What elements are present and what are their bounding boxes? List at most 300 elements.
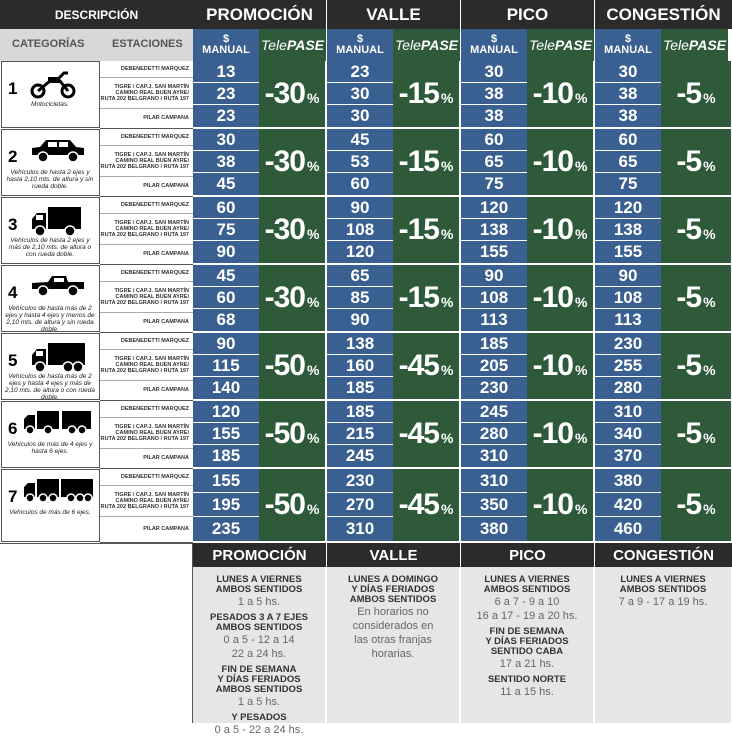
category-description: Vehículos de más de 4 ejes y hasta 6 ejes. (7, 441, 93, 455)
manual-value: 255 (595, 355, 661, 377)
manual-value: 185 (345, 378, 375, 397)
station-label: TIGRE / CAP.J. SAN MARTÍN CAMINO REAL BUEN AYRE/ RUTA 202 BELGRANO / RUTA 197 (100, 78, 193, 109)
station-label: PILAR CAMPANA (143, 387, 189, 394)
discount-value: -30 (264, 213, 305, 246)
legend-line: Y DÍAS FERIADOS (217, 674, 301, 685)
legend-line: LUNES A DOMINGO (347, 574, 439, 585)
telepase-discount (527, 197, 594, 265)
manual-value: 280 (613, 378, 643, 397)
manual-values (595, 129, 661, 197)
station-label: DEBENEDETTI MARQUEZ (100, 401, 193, 418)
manual-value: 120 (345, 242, 375, 261)
percent-sign: % (703, 226, 716, 242)
legend-line: 0 a 5 - 22 a 24 hs. (214, 724, 304, 736)
legend-line: AMBOS SENTIDOS (619, 584, 707, 595)
telepase-label-a: Tele (394, 36, 421, 53)
manual-values (327, 129, 393, 197)
manual-values (193, 265, 259, 333)
manual-value: 155 (479, 242, 509, 261)
manual-value: 65 (595, 151, 661, 173)
band-header-2: PICO (461, 0, 594, 29)
telepase-label-a: Tele (528, 36, 555, 53)
telepase-discount (393, 333, 460, 401)
manual-value: 90 (216, 242, 236, 261)
manual-value: 380 (595, 469, 661, 493)
manual-subheader (461, 29, 527, 61)
manual-value: 230 (327, 469, 393, 493)
manual-values (327, 333, 393, 401)
discount-value: -5 (676, 213, 702, 246)
estaciones-header: ESTACIONES (112, 38, 183, 50)
manual-value: 350 (461, 493, 527, 517)
station-label: PILAR CAMPANA (143, 251, 189, 258)
discount-value: -45 (398, 488, 439, 521)
legend-blank (0, 543, 193, 723)
manual-label: MANUAL (202, 44, 250, 56)
percent-sign: % (574, 226, 588, 242)
manual-values (327, 197, 393, 265)
legend-line: Y DÍAS FERIADOS (351, 584, 435, 595)
legend-line: 0 a 5 - 12 a 14 (223, 634, 295, 646)
band-header-1: VALLE (327, 0, 460, 29)
manual-value: 65 (461, 151, 527, 173)
legend-line: 1 a 5 hs. (237, 596, 281, 608)
manual-value: 113 (614, 310, 642, 329)
percent-sign: % (574, 430, 588, 446)
manual-value: 60 (350, 174, 370, 193)
pickup-icon (30, 273, 86, 302)
manual-symbol: $ (624, 33, 632, 45)
manual-value: 68 (216, 310, 236, 329)
telepase-discount (527, 61, 594, 129)
legend-line: PESADOS 3 A 7 EJES (209, 612, 309, 623)
stations-cell (100, 401, 193, 469)
telepase-label-b: PASE (420, 36, 459, 53)
manual-value: 138 (595, 219, 661, 241)
manual-value: 185 (211, 446, 241, 465)
discount-value: -10 (532, 349, 573, 382)
manual-values (461, 129, 527, 197)
manual-value: 30 (327, 83, 393, 105)
manual-value: 155 (193, 423, 259, 445)
manual-value: 23 (216, 106, 236, 125)
percent-sign: % (703, 362, 716, 378)
discount-value: -15 (398, 145, 439, 178)
percent-sign: % (306, 90, 320, 106)
manual-value: 235 (211, 519, 241, 538)
manual-value: 160 (327, 355, 393, 377)
manual-values (461, 333, 527, 401)
manual-values (193, 197, 259, 265)
discount-value: -5 (676, 77, 702, 110)
legend-promocion (193, 567, 326, 736)
legend-band-header: VALLE (327, 543, 460, 567)
telepase-discount (527, 333, 594, 401)
manual-values (461, 61, 527, 129)
legend-line: 16 a 17 - 19 a 20 hs. (476, 610, 578, 622)
manual-value: 90 (595, 265, 661, 287)
percent-sign: % (306, 294, 320, 310)
legend-line: 17 a 21 hs. (499, 658, 555, 670)
motorcycle-icon (30, 69, 76, 104)
telepase-discount (527, 129, 594, 197)
manual-value: 45 (327, 129, 393, 151)
legend-line: En horarios no (357, 606, 429, 618)
manual-value: 195 (193, 493, 259, 517)
manual-value: 38 (618, 106, 638, 125)
category-number: 1 (8, 79, 18, 98)
categorias-header: CATEGORÍAS (12, 38, 85, 50)
station-label: DEBENEDETTI MARQUEZ (100, 197, 193, 214)
percent-sign: % (574, 158, 588, 174)
legend-line: LUNES A VIERNES (484, 574, 570, 585)
manual-value: 280 (461, 423, 527, 445)
percent-sign: % (574, 90, 588, 106)
manual-value: 23 (193, 83, 259, 105)
manual-value: 120 (461, 197, 527, 219)
manual-values (193, 129, 259, 197)
legend-line: AMBOS SENTIDOS (215, 684, 303, 695)
discount-value: -10 (532, 281, 573, 314)
station-label: TIGRE / CAP.J. SAN MARTÍN CAMINO REAL BUEN AYRE/ RUTA 202 BELGRANO / RUTA 197 (100, 418, 193, 449)
legend-line: SENTIDO NORTE (487, 674, 567, 685)
telepase-subheader (259, 29, 326, 61)
telepase-discount (661, 469, 732, 543)
discount-value: -10 (532, 488, 573, 521)
manual-value: 155 (193, 469, 259, 493)
manual-value: 310 (479, 446, 509, 465)
manual-label: MANUAL (336, 44, 384, 56)
category-number: 3 (8, 215, 18, 234)
manual-values (327, 401, 393, 469)
discount-value: -5 (676, 349, 702, 382)
manual-value: 138 (327, 333, 393, 355)
manual-value: 65 (327, 265, 393, 287)
legend-line: AMBOS SENTIDOS (483, 584, 571, 595)
telepase-discount (259, 401, 326, 469)
category-number: 7 (8, 487, 18, 506)
band-header-3: CONGESTIÓN (595, 0, 732, 29)
telepase-discount (661, 265, 732, 333)
category-description: Vehículos de hasta más de 2 ejes y hasta 4 ejes y más de 2,10 mts. de altura o con rueda doble. (5, 373, 95, 401)
stations-cell (100, 265, 193, 333)
legend-line: LUNES A VIERNES (620, 574, 706, 585)
manual-values (595, 265, 661, 333)
percent-sign: % (440, 226, 454, 242)
legend-line: las otras franjas (354, 634, 432, 646)
manual-value: 60 (193, 287, 259, 309)
manual-value: 115 (193, 355, 259, 377)
manual-value: 13 (193, 61, 259, 83)
manual-values (327, 265, 393, 333)
telepase-discount (393, 469, 460, 543)
percent-sign: % (703, 430, 716, 446)
legend-line: 6 a 7 - 9 a 10 (494, 596, 560, 608)
manual-subheader (327, 29, 393, 61)
legend-line: LUNES A VIERNES (216, 574, 302, 585)
telepase-discount (661, 333, 732, 401)
discount-value: -10 (532, 213, 573, 246)
percent-sign: % (306, 362, 320, 378)
percent-sign: % (440, 430, 454, 446)
manual-values (595, 401, 661, 469)
station-label: TIGRE / CAP.J. SAN MARTÍN CAMINO REAL BUEN AYRE/ RUTA 202 BELGRANO / RUTA 197 (100, 282, 193, 313)
telepase-discount (393, 197, 460, 265)
legend-line: 22 a 24 hs. (231, 648, 287, 660)
manual-value: 90 (193, 333, 259, 355)
manual-value: 38 (595, 83, 661, 105)
discount-value: -10 (532, 145, 573, 178)
discount-value: -50 (264, 417, 305, 450)
manual-value: 38 (484, 106, 504, 125)
percent-sign: % (306, 158, 320, 174)
manual-symbol: $ (222, 33, 230, 45)
percent-sign: % (703, 90, 716, 106)
station-label: TIGRE / CAP.J. SAN MARTÍN CAMINO REAL BUEN AYRE/ RUTA 202 BELGRANO / RUTA 197 (100, 146, 193, 177)
manual-value: 215 (327, 423, 393, 445)
manual-value: 230 (595, 333, 661, 355)
manual-values (461, 197, 527, 265)
stations-cell (100, 129, 193, 197)
percent-sign: % (440, 501, 454, 517)
telepase-discount (393, 401, 460, 469)
station-label: TIGRE / CAP.J. SAN MARTÍN CAMINO REAL BUEN AYRE/ RUTA 202 BELGRANO / RUTA 197 (100, 350, 193, 381)
manual-label: MANUAL (604, 44, 652, 56)
manual-value: 75 (193, 219, 259, 241)
legend-line: AMBOS SENTIDOS (215, 622, 303, 633)
telepase-discount (661, 61, 732, 129)
legend-line: AMBOS SENTIDOS (349, 594, 437, 605)
manual-values (193, 469, 259, 543)
station-label: PILAR CAMPANA (143, 526, 189, 533)
legend-valle (327, 567, 460, 723)
manual-value: 23 (327, 61, 393, 83)
discount-value: -10 (532, 417, 573, 450)
descripcion-header: DESCRIPCIÓN (0, 0, 193, 29)
discount-value: -45 (398, 349, 439, 382)
legend-line: FIN DE SEMANA (221, 664, 297, 675)
telepase-subheader (527, 29, 594, 61)
manual-value: 30 (461, 61, 527, 83)
manual-values (595, 333, 661, 401)
manual-values (461, 265, 527, 333)
manual-value: 60 (193, 197, 259, 219)
category-description: Vehículos de hasta más de 2 ejes y hasta 4 ejes y menos de 2,10 mts. de altura y sin rueda doble. (5, 305, 95, 333)
manual-value: 380 (479, 519, 509, 538)
manual-subheader (193, 29, 259, 61)
legend-band-header: PROMOCIÓN (193, 543, 326, 567)
manual-values (193, 61, 259, 129)
manual-value: 30 (193, 129, 259, 151)
manual-value: 370 (613, 446, 643, 465)
manual-values (461, 469, 527, 543)
station-label: DEBENEDETTI MARQUEZ (100, 129, 193, 146)
category-description: Motocicletas. (31, 101, 69, 108)
manual-value: 53 (327, 151, 393, 173)
legend-line: 11 a 15 hs. (500, 686, 554, 698)
manual-value: 205 (461, 355, 527, 377)
discount-value: -5 (676, 488, 702, 521)
manual-value: 310 (461, 469, 527, 493)
manual-value: 138 (461, 219, 527, 241)
manual-value: 340 (595, 423, 661, 445)
manual-value: 85 (327, 287, 393, 309)
trailer-truck-icon (22, 409, 92, 440)
percent-sign: % (574, 362, 588, 378)
station-label: PILAR CAMPANA (143, 455, 189, 462)
station-label: TIGRE / CAP.J. SAN MARTÍN CAMINO REAL BUEN AYRE/ RUTA 202 BELGRANO / RUTA 197 (100, 214, 193, 245)
percent-sign: % (440, 90, 454, 106)
manual-symbol: $ (356, 33, 364, 45)
telepase-label-b: PASE (286, 36, 325, 53)
station-label: DEBENEDETTI MARQUEZ (100, 333, 193, 350)
station-label: DEBENEDETTI MARQUEZ (100, 469, 193, 486)
manual-value: 45 (216, 174, 236, 193)
manual-values (461, 401, 527, 469)
manual-symbol: $ (490, 33, 498, 45)
station-label: PILAR CAMPANA (143, 319, 189, 326)
legend-line: AMBOS SENTIDOS (215, 584, 303, 595)
stations-cell (100, 197, 193, 265)
discount-value: -50 (264, 349, 305, 382)
manual-values (327, 469, 393, 543)
percent-sign: % (574, 501, 588, 517)
legend-line: 1 a 5 hs. (237, 696, 281, 708)
manual-value: 60 (595, 129, 661, 151)
category-description: Vehículos de hasta 2 ejes y más de 2,10 mts. de altura o con rueda doble. (8, 237, 92, 258)
manual-values (193, 333, 259, 401)
percent-sign: % (440, 362, 454, 378)
legend-congestion (595, 567, 732, 723)
manual-value: 185 (327, 401, 393, 423)
manual-subheader (595, 29, 661, 61)
manual-value: 245 (345, 446, 375, 465)
percent-sign: % (574, 294, 588, 310)
discount-value: -30 (264, 145, 305, 178)
manual-value: 75 (484, 174, 504, 193)
manual-value: 460 (613, 519, 643, 538)
manual-values (595, 61, 661, 129)
telepase-discount (661, 401, 732, 469)
discount-value: -30 (264, 281, 305, 314)
discount-value: -45 (398, 417, 439, 450)
discount-value: -30 (264, 77, 305, 110)
telepase-discount (661, 197, 732, 265)
station-label: DEBENEDETTI MARQUEZ (100, 265, 193, 282)
telepase-discount (259, 469, 326, 543)
manual-values (193, 401, 259, 469)
category-description: Vehículos de hasta 2 ejes y hasta 2,10 mts. de altura y sin rueda doble. (6, 169, 94, 190)
telepase-discount (393, 61, 460, 129)
manual-values (595, 469, 661, 543)
percent-sign: % (703, 294, 716, 310)
percent-sign: % (306, 430, 320, 446)
manual-value: 245 (461, 401, 527, 423)
discount-value: -10 (532, 77, 573, 110)
percent-sign: % (703, 501, 716, 517)
stations-cell (100, 469, 193, 543)
station-label: TIGRE / CAP.J. SAN MARTÍN CAMINO REAL BUEN AYRE/ RUTA 202 BELGRANO / RUTA 197 (100, 486, 193, 517)
stations-cell (100, 333, 193, 401)
station-label: PILAR CAMPANA (143, 115, 189, 122)
telepase-discount (393, 265, 460, 333)
manual-value: 38 (193, 151, 259, 173)
percent-sign: % (306, 226, 320, 242)
percent-sign: % (440, 294, 454, 310)
manual-value: 270 (327, 493, 393, 517)
manual-value: 420 (595, 493, 661, 517)
telepase-discount (259, 333, 326, 401)
telepase-discount (527, 469, 594, 543)
telepase-discount (527, 401, 594, 469)
legend-line: Y DÍAS FERIADOS (485, 636, 569, 647)
category-number: 2 (8, 147, 18, 166)
manual-value: 155 (613, 242, 643, 261)
telepase-label-b: PASE (554, 36, 593, 53)
telepase-discount (259, 197, 326, 265)
manual-value: 30 (595, 61, 661, 83)
discount-value: -5 (676, 281, 702, 314)
manual-value: 38 (461, 83, 527, 105)
discount-value: -5 (676, 145, 702, 178)
telepase-label-a: Tele (662, 36, 689, 53)
long-truck-icon (22, 477, 94, 508)
discount-value: -15 (398, 281, 439, 314)
car-icon (30, 137, 86, 168)
manual-value: 45 (193, 265, 259, 287)
discount-value: -50 (264, 488, 305, 521)
discount-value: -15 (398, 213, 439, 246)
discount-value: -5 (676, 417, 702, 450)
discount-value: -15 (398, 77, 439, 110)
manual-value: 140 (211, 378, 241, 397)
legend-line: considerados en (352, 620, 434, 632)
legend-pico (461, 567, 594, 723)
category-number: 5 (8, 351, 18, 370)
telepase-discount (259, 61, 326, 129)
telepase-label-a: Tele (260, 36, 287, 53)
legend-line: FIN DE SEMANA (489, 626, 565, 637)
manual-value: 120 (193, 401, 259, 423)
legend-line: 7 a 9 - 17 a 19 hs. (618, 596, 708, 608)
manual-value: 185 (461, 333, 527, 355)
band-header-0: PROMOCIÓN (193, 0, 326, 29)
legend-band-header: CONGESTIÓN (595, 543, 732, 567)
station-label: DEBENEDETTI MARQUEZ (100, 61, 193, 78)
manual-value: 90 (461, 265, 527, 287)
legend-line: SENTIDO CABA (490, 646, 564, 657)
manual-value: 108 (595, 287, 661, 309)
manual-value: 90 (327, 197, 393, 219)
station-label: PILAR CAMPANA (143, 183, 189, 190)
stations-cell (100, 61, 193, 129)
manual-value: 230 (479, 378, 509, 397)
manual-value: 108 (461, 287, 527, 309)
legend-band-header: PICO (461, 543, 594, 567)
manual-value: 113 (480, 310, 508, 329)
manual-value: 108 (327, 219, 393, 241)
manual-value: 310 (595, 401, 661, 423)
manual-value: 90 (350, 310, 370, 329)
percent-sign: % (703, 158, 716, 174)
percent-sign: % (440, 158, 454, 174)
telepase-discount (259, 265, 326, 333)
telepase-discount (259, 129, 326, 197)
category-description: Vehículos de más de 6 ejes. (9, 509, 91, 516)
category-number: 6 (8, 419, 18, 438)
manual-value: 75 (618, 174, 638, 193)
manual-values (327, 61, 393, 129)
